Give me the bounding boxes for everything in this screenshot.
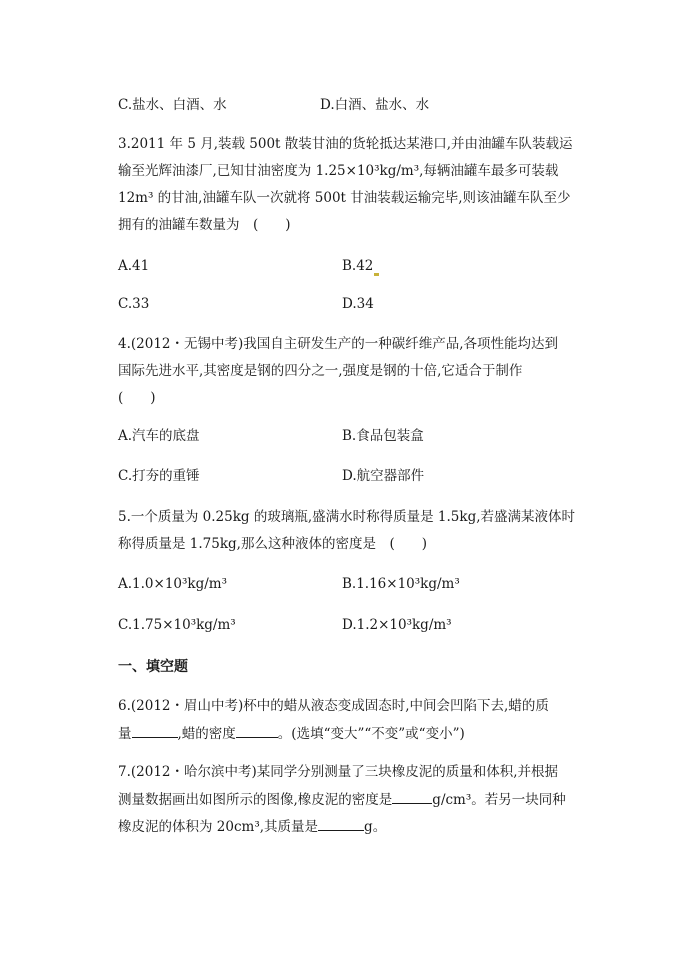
question-5-line-2: 称得质量是 1.75kg,那么这种液体的密度是 ( ) xyxy=(118,536,427,552)
question-4-line-3: ( ) xyxy=(118,390,156,406)
question-3-line-2: 输至光辉油漆厂,已知甘油密度为 1.25×10³kg/m³,每辆油罐车最多可装载 xyxy=(118,163,559,179)
question-7-line-3: 橡皮泥的体积为 20cm³,其质量是 g。 xyxy=(118,816,386,837)
question-4-line-1: 4.(2012・无锡中考)我国自主研发生产的一种碳纤维产品,各项性能均达到 xyxy=(118,336,559,352)
answer-blank[interactable] xyxy=(318,816,364,831)
option-d: D.1.2×10³kg/m³ xyxy=(342,617,452,633)
option-a: A.41 xyxy=(118,258,150,274)
option-b: B.1.16×10³kg/m³ xyxy=(342,576,460,592)
option-a: A.汽车的底盘 xyxy=(118,428,200,444)
question-6-line-2: 量 ,蜡的密度 。(选填“变大”“不变”或“变小”) xyxy=(118,723,465,744)
option-d: D.白酒、盐水、水 xyxy=(320,97,430,113)
answer-blank[interactable] xyxy=(392,789,432,804)
option-c: C.打夯的重锤 xyxy=(118,468,200,484)
question-3-line-4: 拥有的油罐车数量为 ( ) xyxy=(118,217,291,233)
section-title: 一、填空题 xyxy=(118,659,188,675)
question-7-line-2: 测量数据画出如图所示的图像,橡皮泥的密度是 g/cm³。若另一块同种 xyxy=(118,789,566,810)
question-4-line-2: 国际先进水平,其密度是钢的四分之一,强度是钢的十倍,它适合于制作 xyxy=(118,363,523,379)
answer-blank[interactable] xyxy=(132,723,178,738)
option-b: B.食品包装盒 xyxy=(342,428,424,444)
option-d: D.航空器部件 xyxy=(342,468,425,484)
option-b: B.42 xyxy=(342,256,379,276)
question-3-line-1: 3.2011 年 5 月,装载 500t 散装甘油的货轮抵达某港口,并由油罐车队装载运 xyxy=(118,136,573,152)
option-c: C.盐水、白酒、水 xyxy=(118,97,227,113)
question-6-line-1: 6.(2012・眉山中考)杯中的蜡从液态变成固态时,中间会凹陷下去,蜡的质 xyxy=(118,698,549,714)
option-d: D.34 xyxy=(342,296,374,312)
answer-blank[interactable] xyxy=(236,723,278,738)
option-c: C.1.75×10³kg/m³ xyxy=(118,617,236,633)
question-5-line-1: 5.一个质量为 0.25kg 的玻璃瓶,盛满水时称得质量是 1.5kg,若盛满某液体时 xyxy=(118,509,576,525)
option-c: C.33 xyxy=(118,296,150,312)
question-7-line-1: 7.(2012・哈尔滨中考)某同学分别测量了三块橡皮泥的质量和体积,并根据 xyxy=(118,764,559,780)
question-3-line-3: 12m³ 的甘油,油罐车队一次就将 500t 甘油装载运输完毕,则该油罐车队至少 xyxy=(118,190,571,206)
option-a: A.1.0×10³kg/m³ xyxy=(118,576,227,592)
